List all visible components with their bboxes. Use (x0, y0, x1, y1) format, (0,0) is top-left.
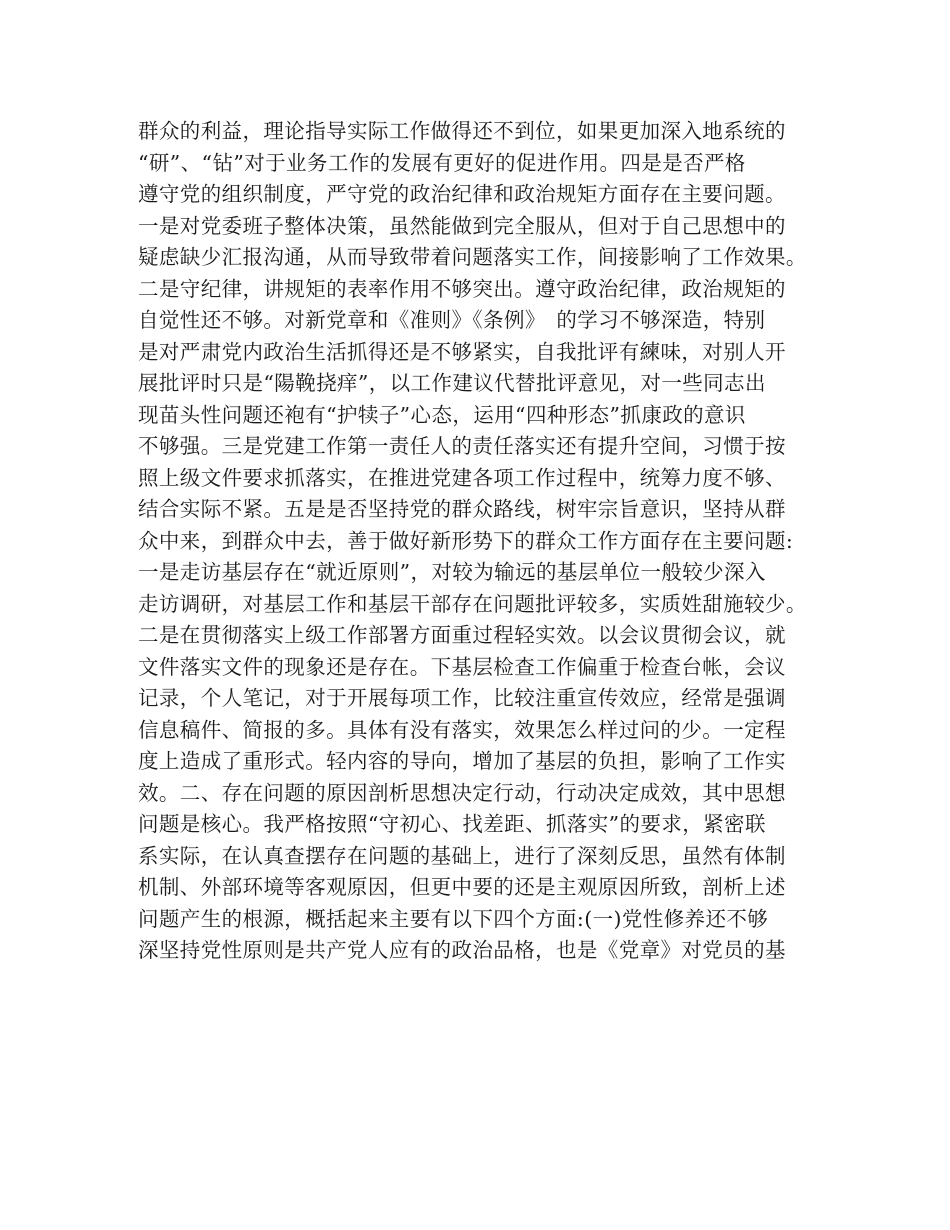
text-line: 一是走访基层存在“就近原则”，对较为输远的基层单位一般较少深入 (138, 560, 766, 584)
text-line: 疑虑缺少汇报沟通，从而导致带着问题落实工作，间接影响了工作效果。 (138, 245, 807, 269)
text-line: 度上造成了重形式。轻内容的导向，增加了基层的负担，影响了工作实 (138, 749, 786, 773)
text-line: 系实际，在认真查摆存在问题的基础上，进行了深刻反思，虽然有体制 (138, 843, 786, 868)
text-line: 现苗头性问题还袍有“护犊子”心态，运用“四种形态”抓康政的意识 (138, 402, 746, 427)
text-line: 二是守纪律，讲规矩的表率作用不够突出。遵守政治纪律，政治规矩的 (138, 276, 786, 301)
body-text (138, 116, 838, 967)
text-line: 问题是核心。我严格按照“守初心、找差距、抓落实”的要求，紧密联 (138, 812, 766, 836)
text-line: 自觉性还不够。对新党章和《准则》《条例》 的学习不够深造，特别 (138, 308, 766, 332)
text-line: 信息稿件、简报的多。具体有没有落实，效果怎么样过问的少。一定程 (138, 717, 786, 742)
text-line: 众中来，到群众中去，善于做好新形势下的群众工作方面存在主要问题: (138, 528, 794, 553)
text-line: 是对严肃党内政治生活抓得还是不够紧实，自我批评有練味，对别人开 (138, 339, 786, 364)
text-line: 二是在贯彻落实上级工作部署方面重过程轻实效。以会议贯彻会议，就 (138, 623, 786, 647)
text-line: 文件落实文件的现象还是存在。下基层检查工作偏重于检查台帐，会议 (138, 654, 786, 679)
text-line: 一是对党委班子整体决策，虽然能做到完全服从，但对于自己思想中的 (138, 213, 786, 238)
text-line: 结合实际不紧。五是是否坚持党的群众路线，树牢宗旨意识，坚持从群 (138, 497, 786, 521)
text-line: 走访调研，对基层工作和基层干部存在问题批评较多，实质姓甜施较少。 (138, 591, 807, 616)
text-line: 照上级文件要求抓落实，在推进党建各项工作过程中，统筹力度不够、 (138, 465, 786, 490)
text-line: 遵守党的组织制度，严守党的政治纪律和政治规矩方面存在主要问题。 (138, 182, 786, 206)
text-line: “研”、“钻”对于业务工作的发展有更好的促进作用。四是是否严格 (138, 150, 746, 175)
text-line: 群众的利益，理论指导实际工作做得还不到位，如果更加深入地系统的 (138, 119, 786, 143)
text-line: 不够强。三是党建工作第一责任人的责任落实还有提升空间，习惯于按 (138, 434, 786, 458)
text-line: 问题产生的根源，概括起来主要有以下四个方面:(一)党性修养还不够 (138, 906, 769, 931)
text-line: 深坚持党性原则是共产党人应有的政治品格，也是《党章》对党员的基 (138, 938, 786, 962)
text-line: 效。二、存在问题的原因剖析思想决定行动，行动决定成效，其中思想 (138, 780, 786, 805)
text-line: 记录，个人笔记，对于开展每项工作，比较注重宣传效应，经常是强调 (138, 686, 786, 710)
text-line: 展批评时只是“陽鞔挠痒”，以工作建议代替批评意见，对一些同志出 (138, 371, 766, 395)
text-line: 机制、外部环境等客观原因，但更中要的还是主观原因所致，剖析上述 (138, 875, 786, 899)
